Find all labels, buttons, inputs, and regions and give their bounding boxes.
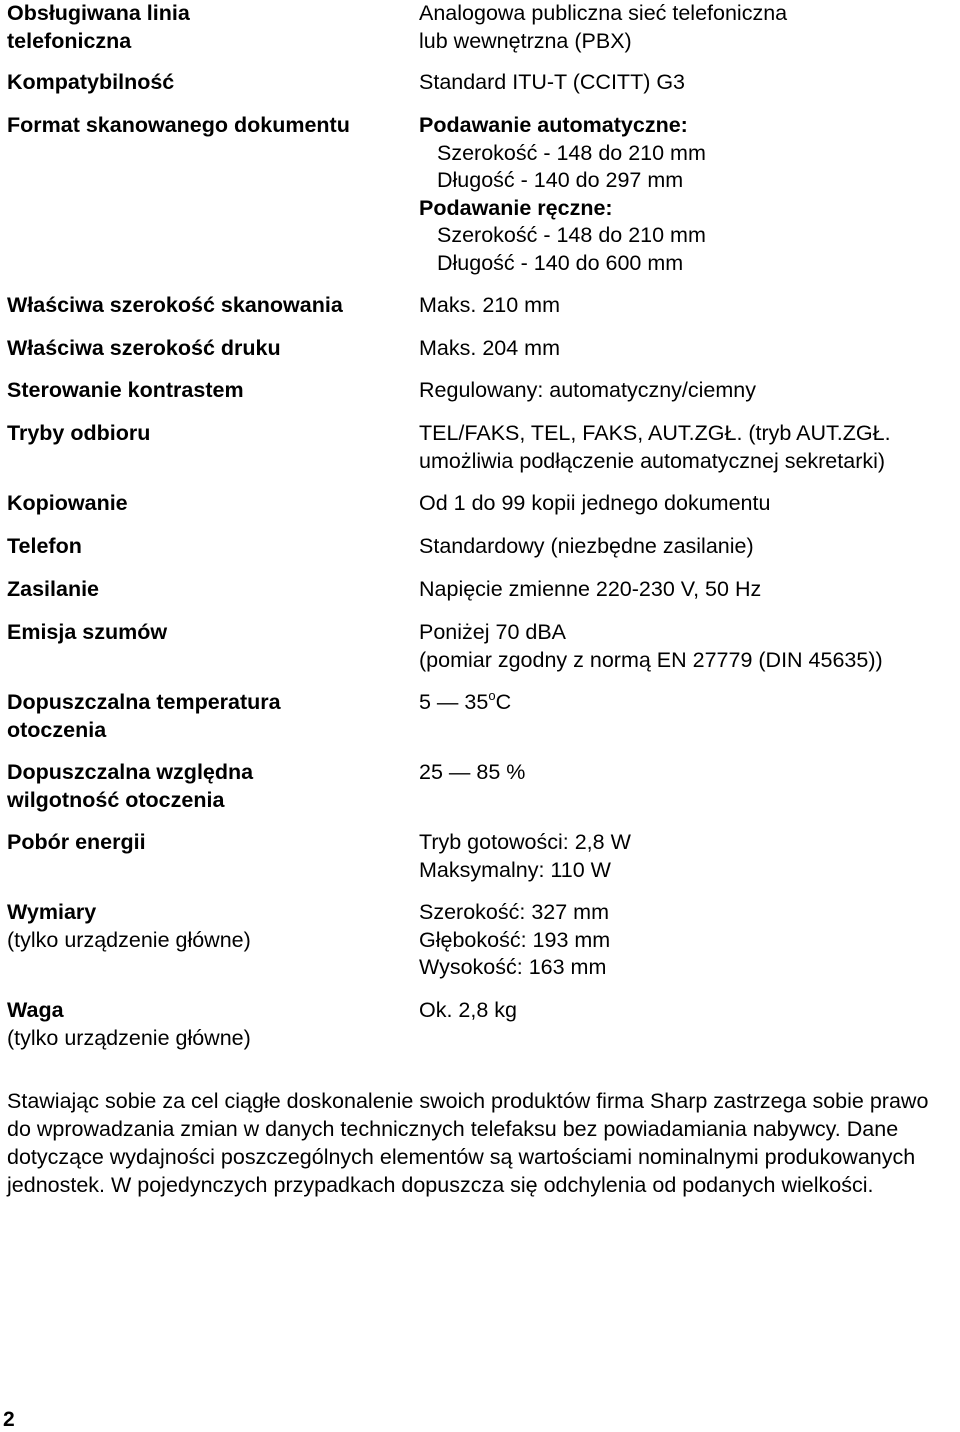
spec-value-line: Długość - 140 do 297 mm bbox=[437, 168, 684, 192]
spec-value bbox=[419, 829, 959, 884]
spec-value-line: umożliwia podłączenie automatycznej sekretarki) bbox=[419, 448, 886, 473]
spec-label bbox=[7, 899, 412, 954]
spec-value-line: 25 — 85 % bbox=[419, 760, 526, 784]
spec-label-note: (tylko urządzenie główne) bbox=[7, 927, 251, 952]
spec-label bbox=[7, 0, 412, 55]
spec-label-line: Obsługiwana linia bbox=[7, 1, 190, 25]
spec-value bbox=[419, 533, 959, 561]
spec-label-line: Waga bbox=[7, 998, 64, 1022]
spec-label bbox=[7, 420, 412, 448]
spec-value-line: Długość - 140 do 600 mm bbox=[437, 250, 684, 275]
spec-value-line: lub wewnętrzna (PBX) bbox=[419, 28, 632, 53]
spec-label bbox=[7, 112, 412, 140]
spec-label-note: (tylko urządzenie główne) bbox=[7, 1025, 251, 1050]
spec-value-line bbox=[419, 689, 959, 717]
spec-value bbox=[419, 490, 959, 518]
spec-label bbox=[7, 335, 412, 363]
spec-label bbox=[7, 69, 412, 97]
spec-value-line: Maks. 210 mm bbox=[419, 293, 560, 317]
spec-label-line: wilgotność otoczenia bbox=[7, 787, 225, 812]
spec-value-heading: Podawanie ręczne: bbox=[419, 195, 613, 220]
spec-label-line: Właściwa szerokość druku bbox=[7, 336, 281, 360]
spec-value-line: Szerokość: 327 mm bbox=[419, 900, 609, 924]
spec-value-line: (pomiar zgodny z normą EN 27779 (DIN 45635)) bbox=[419, 647, 883, 672]
spec-label bbox=[7, 490, 412, 518]
spec-label-line: Telefon bbox=[7, 534, 82, 558]
spec-value-line: Analogowa publiczna sieć telefoniczna bbox=[419, 1, 788, 25]
spec-value bbox=[419, 576, 959, 604]
spec-value bbox=[419, 689, 959, 717]
spec-value bbox=[419, 112, 959, 277]
spec-label-line: Tryby odbioru bbox=[7, 421, 151, 445]
spec-label bbox=[7, 829, 412, 857]
spec-label-line: Format skanowanego dokumentu bbox=[7, 113, 350, 137]
spec-value-line: Regulowany: automatyczny/ciemny bbox=[419, 378, 756, 402]
spec-label-line: Zasilanie bbox=[7, 577, 100, 601]
spec-value-line: Maksymalny: 110 W bbox=[419, 857, 611, 882]
spec-value bbox=[419, 292, 959, 320]
spec-label-line: Dopuszczalna względna bbox=[7, 760, 254, 784]
spec-value bbox=[419, 420, 959, 475]
spec-value bbox=[419, 997, 959, 1025]
spec-value bbox=[419, 899, 959, 982]
spec-label bbox=[7, 997, 412, 1052]
spec-value-line: Ok. 2,8 kg bbox=[419, 998, 517, 1022]
spec-value-line: Standard ITU-T (CCITT) G3 bbox=[419, 70, 686, 94]
spec-label bbox=[7, 292, 412, 320]
spec-label-line: Pobór energii bbox=[7, 830, 146, 854]
spec-label-line: Emisja szumów bbox=[7, 620, 168, 644]
spec-value-line: TEL/FAKS, TEL, FAKS, AUT.ZGŁ. (tryb AUT.ZGŁ. bbox=[419, 421, 891, 445]
spec-label bbox=[7, 689, 412, 744]
spec-value-line: Głębokość: 193 mm bbox=[419, 927, 611, 952]
spec-label bbox=[7, 377, 412, 405]
spec-label-line: Kompatybilność bbox=[7, 70, 175, 94]
spec-value-line: Wysokość: 163 mm bbox=[419, 955, 607, 979]
spec-value-line: Od 1 do 99 kopii jednego dokumentu bbox=[419, 491, 771, 515]
disclaimer-paragraph: Stawiając sobie za cel ciągłe doskonalenie swoich produktów firma Sharp zastrzega sobie prawo do wprowadzania zmian w danych technicznych telefaksu bez powiadamiania nabywcy. Dane dotyczące wydajności poszczególnych elementów są wartościami nominalnymi produkowanych jednostek. W pojedynczych przypadkach dopuszcza się odchylenia od podanych wielkości. bbox=[7, 1089, 929, 1197]
spec-value-line: Standardowy (niezbędne zasilanie) bbox=[419, 534, 754, 558]
spec-value-line: Szerokość - 148 do 210 mm bbox=[437, 223, 706, 247]
temperature-range: 5 — 35 bbox=[419, 690, 489, 714]
spec-value bbox=[419, 69, 959, 97]
spec-value bbox=[419, 0, 959, 55]
spec-label-line: Wymiary bbox=[7, 900, 97, 924]
spec-label-line: Sterowanie kontrastem bbox=[7, 378, 244, 402]
spec-value-line: Szerokość - 148 do 210 mm bbox=[437, 140, 706, 165]
spec-value bbox=[419, 759, 959, 787]
spec-value bbox=[419, 377, 959, 405]
spec-label bbox=[7, 576, 412, 604]
spec-label bbox=[7, 759, 412, 814]
spec-label bbox=[7, 619, 412, 647]
spec-value bbox=[419, 335, 959, 363]
page-number: 2 bbox=[3, 1408, 15, 1431]
spec-label-line: Kopiowanie bbox=[7, 491, 128, 515]
spec-value-line: Maks. 204 mm bbox=[419, 336, 560, 360]
spec-value-line: Poniżej 70 dBA bbox=[419, 620, 567, 644]
spec-value-line: Napięcie zmienne 220-230 V, 50 Hz bbox=[419, 577, 762, 601]
spec-label bbox=[7, 533, 412, 561]
spec-label-line: telefoniczna bbox=[7, 28, 132, 53]
spec-label-line: otoczenia bbox=[7, 717, 107, 742]
spec-value bbox=[419, 619, 959, 674]
temperature-unit: C bbox=[495, 690, 512, 714]
degree-sign: o bbox=[488, 688, 496, 703]
spec-value-heading: Podawanie automatyczne: bbox=[419, 113, 688, 137]
spec-label-line: Dopuszczalna temperatura bbox=[7, 690, 281, 714]
spec-value-line: Tryb gotowości: 2,8 W bbox=[419, 830, 631, 854]
spec-label-line: Właściwa szerokość skanowania bbox=[7, 293, 343, 317]
